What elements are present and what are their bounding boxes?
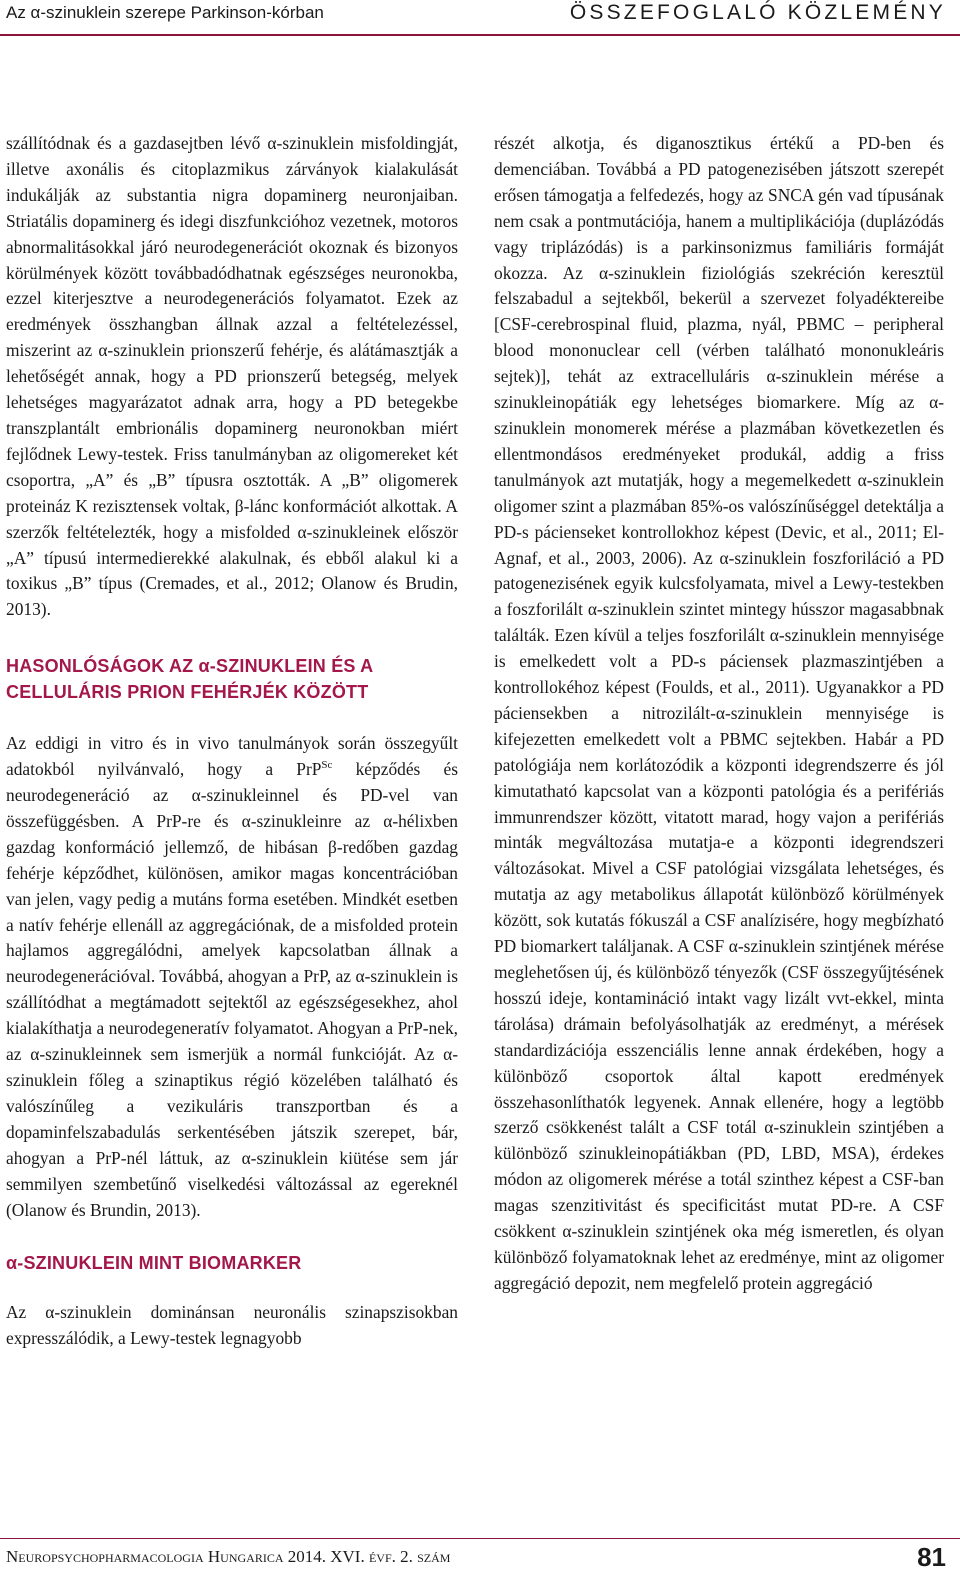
body-paragraph: Az α-szinuklein dominánsan neuronális szinapszisokban expresszálódik, a Lewy-testek legnagyobb bbox=[6, 1302, 458, 1349]
section-label: ÖSSZEFOGLALÓ KÖZLEMÉNY bbox=[569, 1, 946, 24]
section-heading: α-SZINUKLEIN MINT BIOMARKER bbox=[6, 1253, 302, 1274]
page-number: 81 bbox=[917, 1542, 946, 1572]
section-heading: HASONLÓSÁGOK AZ α-SZINUKLEIN ÉS A CELLULÁRIS PRION FEHÉRJÉK KÖZÖTT bbox=[6, 656, 373, 703]
body-paragraph: részét alkotja, és diganosztikus értékű a PD-ben és demenciában. Továbbá a PD patogenezisében játszott szerepét erősen támogatja a felfedezés, hogy az SNCA gén vad típusának nem csak a pontmutációja, hanem a multiplikációja (duplázódás vagy triplázódás) is a parkinsonizmus familiáris formáját okozza. Az α-szinuklein fiziológiás szekréción keresztül felszabadul a sejtekből, bekerül a szervezet folyadéktereibe [CSF-cerebrospinal fluid, plazma, nyál, PBMC – peripheral blood mononuclear cell (vérben található mononukleáris sejtek)], tehát az extracelluláris α-szinuklein mérése a szinukleinopátiák egy lehetséges biomarkere. Míg az α-szinuklein monomerek mérése a plazmában következetlen és ellentmondásos eredményeket produkál, addig a friss tanulmányok azt mutatják, hogy a megemelkedett α-szinuklein oligomer szint a plazmában 85%-os valószínűséggel detektálja a PD-s pácienseket kontrollokhoz képest (Devic, et al., 2011; El-Agnaf, et al., 2003, 2006). Az α-szinuklein foszforiláció a PD patogenezisének egyik kulcsfolyamata, mivel a Lewy-testekben a foszforilált α-szinuklein szintet mintegy hússzor magasabbnak találták. Ezen kívül a teljes foszforilált α-szinuklein mennyisége is emelkedett volt a PD-s páciensek plazmaszintjében a kontrollokéhoz képest (Foulds, et al., 2011). Ugyanakkor a PD páciensekben a nitrozilált-α-szinuklein mennyisége is kifejezetten emelkedett volt a PBMC sejtekben. Habár a PD patológiája nem korlátozódik a központi idegrendszerre és jól kimutatható kapcsolat van a központi patológia és a perifériás immunrendszer között, vitatott marad, hogy vajon a perifériás minták megváltozása mutatja-e a központi idegrendszeri változásokat. Mivel a CSF patológiai vizsgálata lehetséges, és mutatja az agy metabolikus állapotát különböző körülmények között, sok kutatás fókuszál a CSF analízisére, hogy megbízható PD biomarkert találjanak. A CSF α-szinuklein szintjének mérése meglehetősen új, és különböző tényezők (CSF összegyűjtésének hosszú ideje, kontamináció intakt vagy lizált vvt-ekkel, minta tárolása) drámain befolyásolhatják az eredményt, a mérések standardizációja esszenciális lenne annak érdekében, hogy a különböző csoportok által kapott eredmények összehasonlíthatók legyenek. Annak ellenére, hogy a legtöbb szerző csökkenést talált a CSF totál α-szinuklein szintjében a különböző szinukleinopátiákban (PD, LBD, MSA), érdekes módon az oligomerek mérése a totál szinthez képest a CSF-ban magas szenzitivitást és specificitást mutat PD-re. A CSF csökkent α-szinuklein szintjének oka még ismeretlen, és olyan különböző folyamatoknak lehet az eredménye, mint az oligomer aggregáció depozit, nem megfelelő protein aggregáció bbox=[494, 133, 944, 1293]
header-rule bbox=[0, 34, 960, 36]
paragraph-text: képződés és neurodegeneráció az α-szinukleinnel és PD-vel van összefüggésben. A PrP-re és α-szinukleinre az α-hélixben gazdag konformáció jellemző, de hibásan β-redőben gazdag fehérje képződhet, különösen, amikor magas koncentrációban van jelen, vagy pedig a mutáns forma esetében. Mindkét esetben a natív fehérje ellenáll az aggregációnak, de a misfolded protein hajlamos aggregálódni, amelyek kapcsolatban állnak a neurodegenerációval. Továbbá, ahogyan a PrP, az α-szinuklein is szállítódhat a megtámadott sejtektől az egészségesekhez, ahol kialakíthatja a neurodegeneratív folyamatot. Ahogyan a PrP-nek, az α-szinukleinnek sem ismerjük a normál funkcióját. Az α-szinuklein főleg a szinaptikus régió közelében található és valószínűleg a vezikuláris transzportban és a dopaminfelszabadulás serkentésében játszik szerepet, bár, ahogyan a PrP-nél láttuk, az α-szinuklein kiütése sem jár semmilyen szembetűnő viselkedési változással az egereknél (Olanow és Brundin, 2013). bbox=[6, 759, 458, 1220]
footer-rule bbox=[0, 1538, 960, 1539]
journal-name: Neuropsychopharmacologia Hungarica bbox=[6, 1547, 284, 1566]
right-column bbox=[494, 131, 944, 1297]
paragraph-text: Az eddigi in vitro és in vivo tanulmányok során összegyűlt adatokból nyilvánvaló, hogy a PrP bbox=[6, 733, 458, 780]
body-paragraph: szállítódnak és a gazdasejtben lévő α-szinuklein misfoldingját, illetve axonális és citoplazmikus zárványok kialakulását indukálják az substantia nigra dopaminerg neuronjaiban. Striatális dopaminerg és idegi diszfunkcióhoz vezetnek, motoros abnormalitásokkal járó neurodegenerációt okoznak és bizonyos körülmények között továbbadódhatnak egészséges neuronokba, ezzel kiterjesztve a neurodegenerációs folyamatot. Ezek az eredmények összhangban állnak azzal a feltételezéssel, miszerint az α-szinuklein prionszerű fehérje, és alátámasztják a lehetőségét annak, hogy a PD prionszerű betegség, melyek lehetséges magyarázatot adnak arra, hogy a PD betegekbe transzplantált embrionális dopaminerg neuronokban miért fejlődnek Lewy-testek. Friss tanulmányban az oligomereket két csoportra, „A” és „B” típusra osztották. A „B” oligomerek proteináz K rezisztensek voltak, β-lánc konformációt alkottak. A szerzők feltételezték, hogy a misfolded α-szinukleinek először „A” típusú intermedierekké alakulnak, és ebből alakul ki a toxikus „B” típus (Cremades, et al., 2012; Olanow és Brudin, 2013). bbox=[6, 133, 458, 620]
journal-citation bbox=[6, 1547, 450, 1567]
superscript: Sc bbox=[321, 759, 333, 772]
journal-issue: 2014. XVI. évf. 2. szám bbox=[287, 1547, 451, 1566]
left-column bbox=[6, 131, 458, 1352]
body-paragraph bbox=[6, 731, 458, 1223]
running-title: Az α-szinuklein szerepe Parkinson-kórban bbox=[6, 3, 324, 22]
